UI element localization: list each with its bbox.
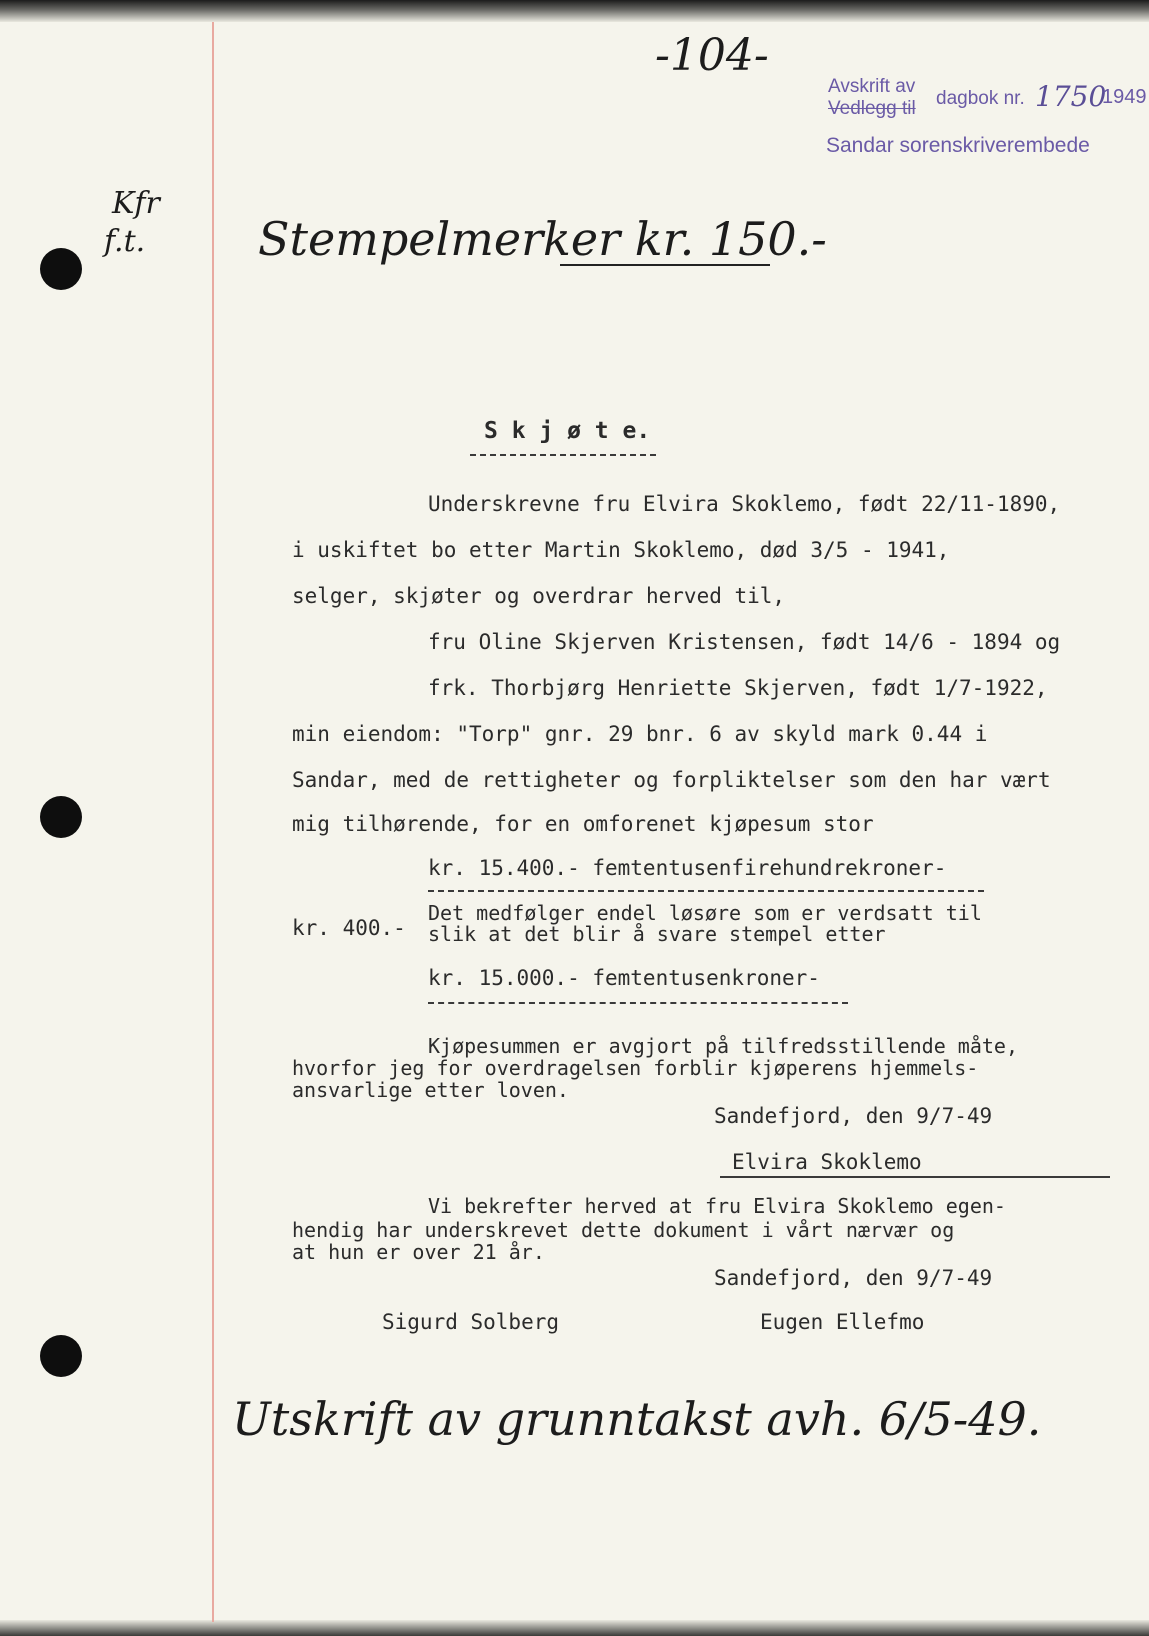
place-date-2: Sandefjord, den 9/7-49 (714, 1266, 993, 1290)
stamp-office: Sandar sorenskriverembede (826, 134, 1090, 157)
stamp-avskrift: Avskrift av (828, 76, 916, 97)
title-underline (470, 454, 656, 456)
deed-line-2: i uskiftet bo etter Martin Skoklemo, død 3/5 - 1941, (292, 538, 950, 562)
deed-line-5: frk. Thorbjørg Henriette Skjerven, født 1/7-1922, (428, 676, 1048, 700)
amount-2-underline (428, 1002, 848, 1004)
punch-hole-bottom (40, 1335, 82, 1377)
closing-line-1: Kjøpesummen er avgjort på tilfredsstillende måte, (428, 1034, 1019, 1058)
place-date-1: Sandefjord, den 9/7-49 (714, 1104, 993, 1128)
witness-line-1: Vi bekrefter herved at fru Elvira Skoklemo egen- (428, 1194, 1006, 1218)
amount-line-1: kr. 15.400.- femtentusenfirehundrekroner- (428, 856, 947, 880)
witness-1-signature: Sigurd Solberg (382, 1310, 560, 1334)
stamp-fee-underline (560, 264, 770, 266)
deed-line-3: selger, skjøter og overdrar herved til, (292, 584, 786, 608)
witness-2-signature: Eugen Ellefmo (760, 1310, 925, 1334)
margin-rule (212, 22, 214, 1622)
deed-line-8: mig tilhørende, for en omforenet kjøpesum stor (292, 812, 874, 836)
stamp-dagbok-number: 1750 (1035, 80, 1107, 113)
punch-hole-top (40, 248, 82, 290)
stamp-vedlegg-struck: Vedlegg til (828, 98, 916, 119)
page-bottom-edge (0, 1620, 1149, 1636)
margin-note-2: f.t. (104, 224, 146, 259)
seller-signature: Elvira Skoklemo (732, 1150, 922, 1174)
witness-line-3: at hun er over 21 år. (292, 1240, 545, 1264)
deed-line-6: min eiendom: "Torp" gnr. 29 bnr. 6 av skyld mark 0.44 i (292, 722, 988, 746)
amount-1-underline (428, 890, 984, 892)
movables-line-2: slik at det blir å svare stempel etter (428, 922, 886, 946)
stamp-dagbok-label: dagbok nr. (936, 88, 1025, 109)
stamp-year: 1949 (1102, 86, 1147, 108)
margin-note-1: Kfr (112, 186, 160, 221)
deed-line-1: Underskrevne fru Elvira Skoklemo, født 22/11-1890, (428, 492, 1061, 516)
witness-line-2: hendig har underskrevet dette dokument i vårt nærvær og (292, 1218, 955, 1242)
deed-line-7: Sandar, med de rettigheter og forpliktelser som den har vært (292, 768, 1051, 792)
page-top-edge (0, 0, 1149, 22)
movables-line-1: Det medfølger endel løsøre som er verdsatt til (428, 901, 982, 925)
amount-line-2: kr. 15.000.- femtentusenkroner- (428, 966, 820, 990)
closing-line-2: hvorfor jeg for overdragelsen forblir kjøperens hjemmels- (292, 1056, 979, 1080)
movables-amount: kr. 400.- (292, 916, 406, 940)
deed-line-4: fru Oline Skjerven Kristensen, født 14/6 - 1894 og (428, 630, 1061, 654)
stamp-fee-note: Stempelmerker kr. 150.- (258, 212, 827, 266)
deed-title: S k j ø t e. (484, 418, 651, 444)
footer-note: Utskrift av grunntakst avh. 6/5-49. (232, 1392, 1042, 1446)
closing-line-3: ansvarlige etter loven. (292, 1078, 569, 1102)
seller-signature-line (720, 1176, 1110, 1178)
punch-hole-middle (40, 796, 82, 838)
page-number: -104- (655, 30, 769, 81)
